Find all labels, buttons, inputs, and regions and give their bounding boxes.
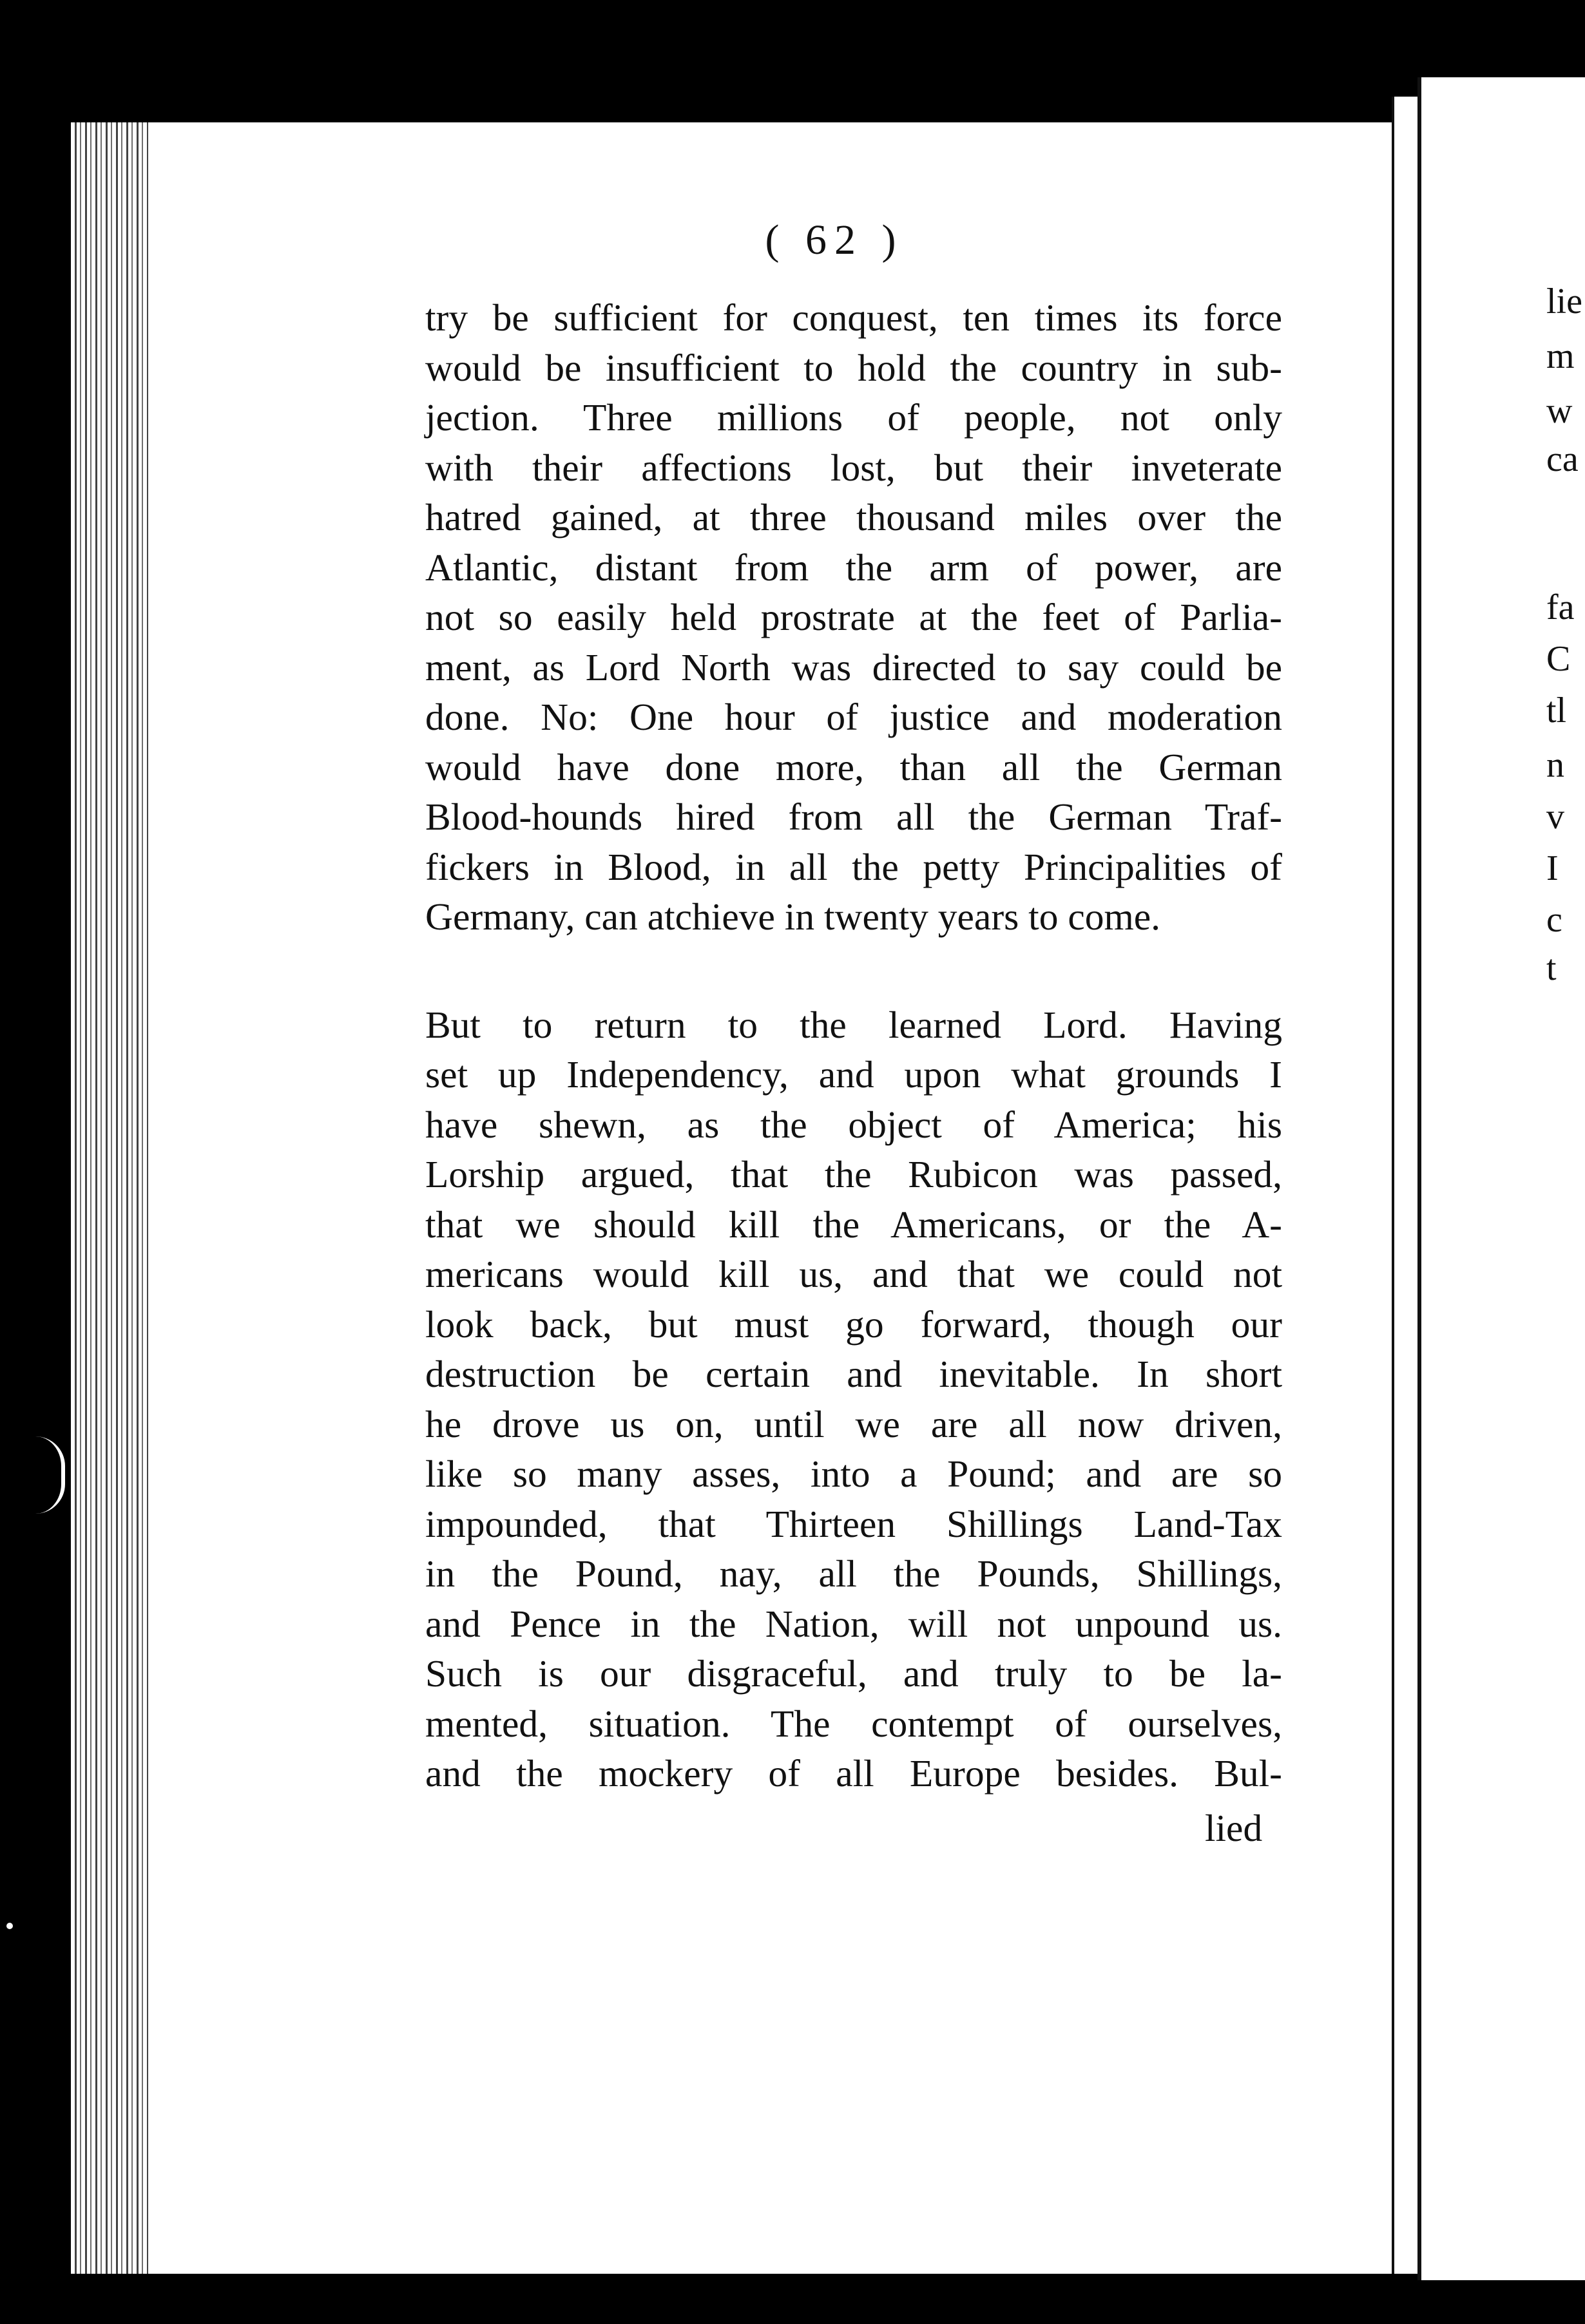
book-gutter (71, 122, 148, 2274)
text-line: would have done more, than all the German (425, 745, 1282, 788)
text-line: and Pence in the Nation, will not unpound us. (425, 1602, 1282, 1645)
facing-fragment: ca (1546, 439, 1579, 479)
text-line: mented, situation. The contempt of ourselves, (425, 1702, 1282, 1745)
text-line: like so many asses, into a Pound; and are so (425, 1452, 1282, 1495)
facing-fragment: n (1546, 745, 1564, 785)
facing-fragment: m (1546, 336, 1575, 376)
facing-fragment: w (1546, 391, 1573, 431)
text-line: mericans would kill us, and that we could not (425, 1253, 1282, 1295)
text-line: Such is our disgraceful, and truly to be la- (425, 1652, 1282, 1695)
text-line: with their affections lost, but their inveterate (425, 446, 1282, 489)
facing-fragment: tl (1546, 691, 1567, 730)
text-line: ment, as Lord North was directed to say could be (425, 645, 1282, 689)
text-line: that we should kill the Americans, or the A- (425, 1203, 1282, 1246)
scan-mark (35, 1436, 65, 1514)
text-line: set up Independency, and upon what grounds I (425, 1053, 1282, 1096)
text-line: Germany, can atchieve in twenty years to come. (425, 895, 1161, 938)
page-edge (1392, 97, 1420, 2274)
text-line: and the mockery of all Europe besides. Bul- (425, 1752, 1282, 1795)
facing-fragment: c (1546, 900, 1562, 940)
text-line: jection. Three millions of people, not only (425, 396, 1282, 439)
text-line: would be insufficient to hold the country in sub- (425, 346, 1282, 389)
text-line: destruction be certain and inevitable. In short (425, 1353, 1282, 1395)
catchword: lied (1205, 1807, 1263, 1849)
facing-fragment: v (1546, 797, 1564, 837)
text-line: Blood-hounds hired from all the German Traf- (425, 795, 1282, 838)
facing-fragment: fa (1546, 587, 1575, 627)
text-line: he drove us on, until we are all now driven, (425, 1402, 1282, 1445)
scan-dot (6, 1923, 13, 1929)
page-number: ( 62 ) (765, 216, 904, 263)
text-line: impounded, that Thirteen Shillings Land-Tax (425, 1502, 1282, 1545)
text-line: in the Pound, nay, all the Pounds, Shillings, (425, 1552, 1282, 1595)
text-line: not so easily held prostrate at the feet of Parlia- (425, 596, 1282, 638)
text-line: done. No: One hour of justice and moderation (425, 696, 1282, 738)
text-line: Lorship argued, that the Rubicon was passed, (425, 1153, 1282, 1195)
facing-fragment: C (1546, 639, 1571, 679)
text-line: have shewn, as the object of America; his (425, 1103, 1282, 1146)
facing-fragment: t (1546, 948, 1557, 988)
text-line: But to return to the learned Lord. Having (425, 1003, 1282, 1046)
paragraph-gap (425, 942, 1282, 1000)
page-text (425, 293, 1282, 1799)
text-line: look back, but must go forward, though our (425, 1302, 1282, 1346)
text-line: fickers in Blood, in all the petty Principalities of (425, 845, 1282, 888)
text-line: hatred gained, at three thousand miles over the (425, 496, 1282, 538)
text-line: try be sufficient for conquest, ten times its force (425, 296, 1282, 339)
facing-fragment: lie (1546, 281, 1582, 321)
text-line: Atlantic, distant from the arm of power, are (425, 546, 1282, 589)
facing-fragment: I (1546, 848, 1559, 888)
